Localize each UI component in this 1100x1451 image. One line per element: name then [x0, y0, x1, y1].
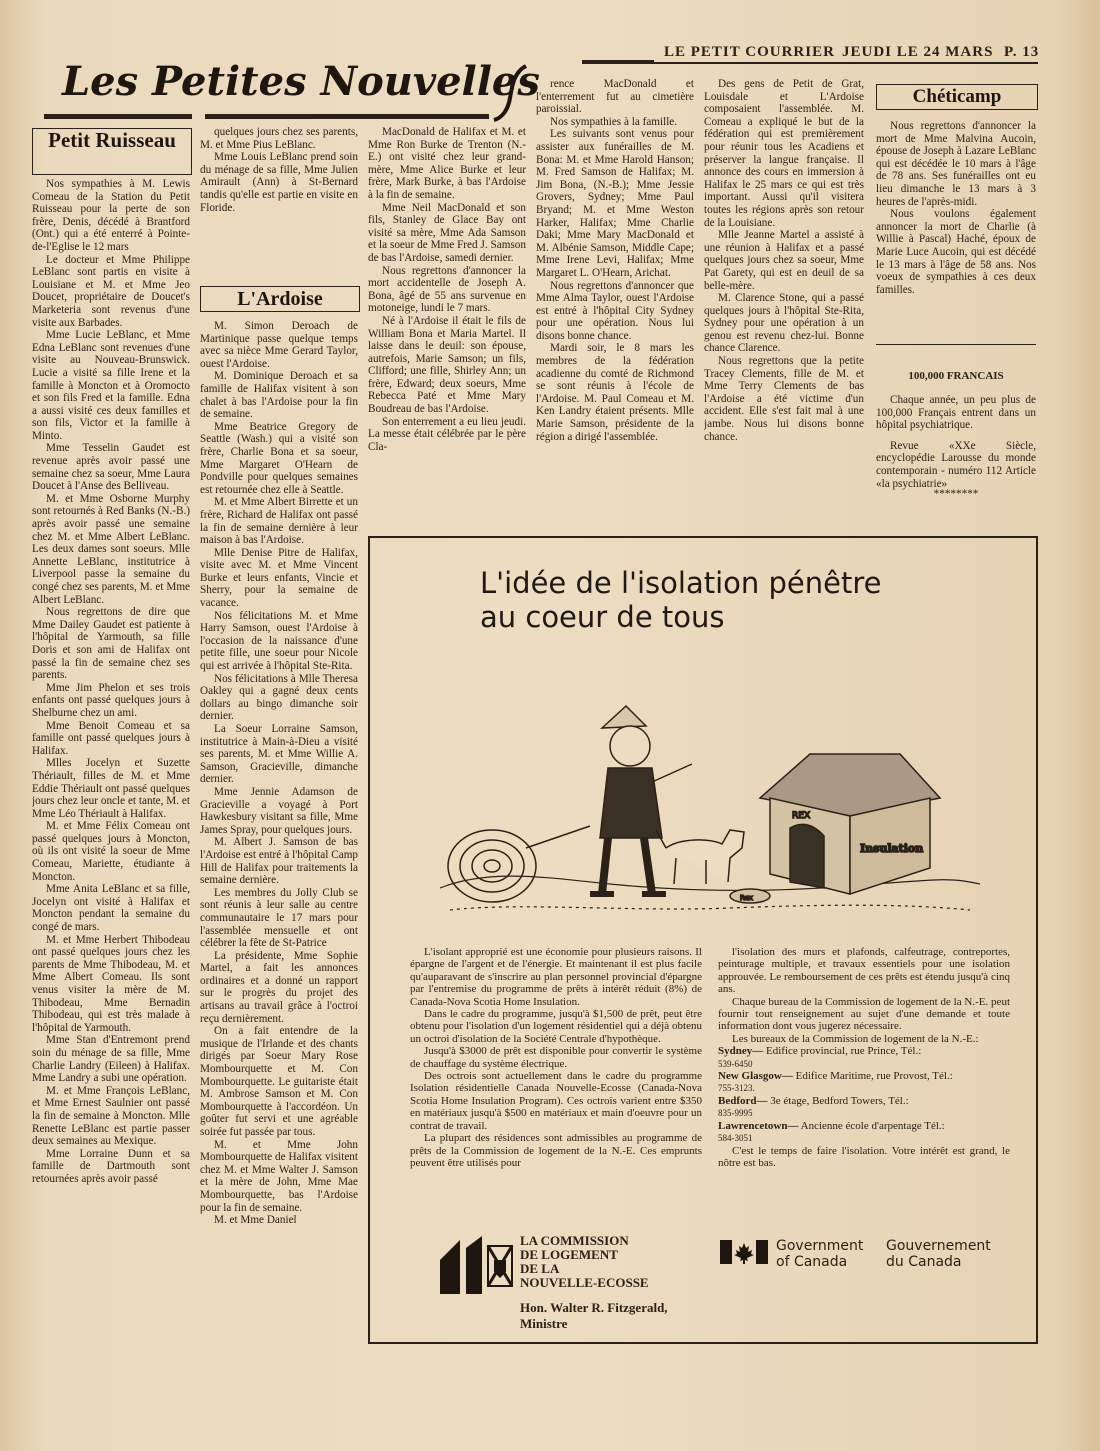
news-item: Son enterrement a eu lieu jeudi. La messe était célébrée par le père Cla-: [368, 415, 526, 453]
column-2: [200, 126, 358, 246]
title-flourish: [490, 62, 532, 124]
commission-line-1: LA COMMISSION: [520, 1233, 629, 1248]
office-name: Sydney—: [718, 1045, 764, 1058]
dog-bowl-label: Rex: [740, 894, 753, 902]
office-entry: [718, 1095, 1010, 1120]
minister-title: Ministre: [520, 1316, 568, 1331]
commission-line-2: DE LOGEMENT: [520, 1247, 618, 1262]
news-item: Mme Jim Phelon et ses trois enfants ont passé quelques jours à Shelburne chez un ami.: [32, 681, 190, 719]
ad-closing: C'est le temps de faire l'isolation. Votre intérêt est grand, le nôtre est bas.: [718, 1144, 1010, 1169]
column-cheticamp: [876, 120, 1036, 340]
ad-text-right: [718, 946, 1010, 1236]
news-item: Mlles Jocelyn et Suzette Thériault, filles de M. et Mme Eddie Thériault ont passé quelques jours chez leur oncle et tante, M. et Mme Léo Thériault à Halifax.: [32, 757, 190, 820]
doghouse-rex-label: REX: [792, 811, 811, 821]
news-item: Mme Louis LeBlanc prend soin du ménage de sa fille, Mme Julien Amirault (Ann) à St-Bernard tandis qu'elle est partie en visite en Floride.: [200, 151, 358, 214]
news-item: Mlle Denise Pitre de Halifax, visite avec M. et Mme Vincent Burke et leurs enfants, Vincie et Sherry, pour la semaine de vacance.: [200, 546, 358, 610]
government-en: [776, 1238, 863, 1270]
filler-stars: ********: [933, 488, 979, 501]
news-item: Mme Anita LeBlanc et sa fille, Jocelyn ont visité à Halifax et Moncton pendant la semaine du congé de mars.: [32, 883, 190, 934]
filler-text: Chaque année, un peu plus de 100,000 Français entrent dans un hôpital psychiatrique.: [876, 394, 1036, 432]
news-item: La Soeur Lorraine Samson, institutrice à Main-à-Dieu a visité ses parents, M. et Mme Willie A. Samson, Gracieville, dimanche dernier.: [200, 723, 358, 786]
news-item: La présidente, Mme Sophie Martel, a fait les annonces ordinaires et a donné un rapport sur le progrès du projet des artisans au travail grâce à l'octroi reçu dernièrement.: [200, 949, 358, 1025]
news-item: rence MacDonald et l'enterrement fut au cimetière paroissial.: [536, 78, 694, 116]
news-item: MacDonald de Halifax et M. et Mme Ron Burke de Trenton (N.-E.) ont visité chez leur grand-mère, Mme Alice Burke et leur frère, Mark Burke, à bas l'Ardoise à la fin de semaine.: [368, 126, 526, 201]
filler-body: [876, 394, 1036, 524]
heading-petit-ruisseau-text: Petit Ruisseau: [48, 128, 176, 152]
news-item: M. et Mme Herbert Thibodeau ont passé quelques jours chez les parents de Mme Thibodeau, M. et Mme Albert Comeau. Ils sont venus visiter la mère de M. Thibodeau, Mme Bernadin Thibodeau, qui est très malade à l'hôpital de Yarmouth.: [32, 933, 190, 1034]
office-name: Lawrencetown—: [718, 1119, 799, 1132]
dog-figure: [656, 830, 744, 884]
canada-flag-icon: [720, 1240, 768, 1264]
office-entry: [718, 1045, 1010, 1070]
column-petit-ruisseau: [32, 178, 190, 1408]
news-item: Mme Lucie LeBlanc, et Mme Edna LeBlanc sont revenues d'une visite au Nouveau-Brunswick. Lucie a visité sa fille Irene et la famille à Moncton et à Oromocto et son fils Fred et la famille. Edna a aussi visité ces deux familles et son fils, Victor et la famille à Minto.: [32, 329, 190, 442]
government-fr: [886, 1238, 991, 1270]
news-item: Né à l'Ardoise il était le fils de William Bona et Maria Martel. Il laisse dans le deuil: son épouse, autrefois, Marie Samson; un fils, Clifford; une fille, Shirley Ann; un frère, Edward; deux soeurs, Mme Rebecca Paté et Mme Mary Boudreau de bas l'Ardoise.: [368, 314, 526, 416]
minister-line: Hon. Walter R. Fitzgerald,: [520, 1300, 668, 1315]
news-item: On a fait entendre de la musique de l'Irlande et des chants dirigés par Soeur Mary Rose Mombourquette et M. Con Mombourquette. Le guitariste était M. Ambrose Samson et M. Con Mombourquette à l'accordéon. Un goûter fut servi et une agréable soirée fut passée par tous.: [200, 1025, 358, 1138]
news-item: M. et Mme John Mombourquette de Halifax visitent chez M. et Mme Walter J. Samson et la mère de John, Mme Mae Mombourquette, bas l'Ardoise pour la fin de semaine.: [200, 1138, 358, 1214]
ad-paragraph: La plupart des résidences sont admissibles au programme de prêts de la Commission de logement de la N.-E. Ces emprunts peuvent être utilisés pour: [410, 1132, 702, 1169]
heading-cheticamp-text: Chéticamp: [912, 86, 1002, 107]
ad-paragraph: Les bureaux de la Commission de logement de la N.-E.:: [732, 1032, 979, 1045]
news-item: Nos félicitations à Mlle Theresa Oakley qui a gagné deux cents dollars au bingo dimanche soir dernier.: [200, 672, 358, 723]
news-item: Mlle Jeanne Martel a assisté à une réunion à Halifax et a passé quelques jours chez sa soeur, Mme Pat Garety, qui est en deuil de sa belle-mère.: [704, 229, 864, 292]
ad-paragraph: Chaque bureau de la Commission de logement de la N.-E. peut fournir tout renseignement au sujet d'une demande et toute information dont vous jugerez nécessaire.: [718, 995, 1010, 1033]
commission-line-3: DE LA: [520, 1261, 560, 1276]
filler-heading: 100,000 FRANCAIS: [908, 370, 1004, 382]
news-item: Nous regrettons d'annoncer la mort de Mme Malvina Aucoin, épouse de Joseph à Lazare LeBlanc qui est décédée le 10 mars à l'âge de 78 ans. Ses funérailles ont eu lieu dimanche le 13 mars à 3 heures de l'après-midi.: [876, 120, 1036, 208]
office-phone: 835-9995: [718, 1108, 753, 1119]
government-en-line-1: Government: [776, 1238, 864, 1254]
column-lardoise-1: [200, 320, 358, 1410]
news-item: Mme Stan d'Entremont prend soin du ménage de sa fille, Mme Charlie Landry (Eileen) à Halifax. Mme Landry a subi une opération.: [32, 1034, 190, 1085]
ad-paragraph: Dans le cadre du programme, jusqu'à $1,500 de prêt, peut être obtenu pour l'isolation d'un logement résidentiel qui a déjà obtenu un octroi d'isolation de la Société Centrale d'hypothèque.: [410, 1008, 702, 1045]
office-detail: Ancienne école d'arpentage Tél.:: [800, 1119, 945, 1132]
office-detail: Edifice provincial, rue Prince, Tél.:: [766, 1045, 922, 1058]
commission-name: [520, 1234, 649, 1290]
title-underline: [44, 114, 192, 119]
doghouse: [730, 754, 940, 903]
news-item: quelques jours chez ses parents, M. et Mme Pius LeBlanc.: [200, 126, 358, 151]
ad-paragraph: L'isolant approprié est une économie pour plusieurs raisons. Il épargne de l'argent et de l'énergie. Et maintenant il est plus facile qu'auparavant de s'inscrire au plan personnel provincial d'épargne par l'entremise du programme de prêts à intérêt réduit (8%) de Canada-Nova Scotia Home Insulation.: [410, 946, 702, 1008]
issue-date: JEUDI LE 24 MARS: [842, 44, 994, 60]
news-item: Nous voulons également annoncer la mort de Charlie (à Willie à Pascal) Haché, époux de Marie Luce Aucoin, qui est décédé le 13 mars à l'âge de 58 ans. Nos voeux de sympathies à ces deux familles.: [876, 208, 1036, 296]
child-figure: [590, 706, 692, 894]
news-item: M. et Mme François LeBlanc, et Mme Ernest Saulnier ont passé la fin de semaine à Moncton. Mlle Renette LeBlanc est partie passer deux semaines au Mexique.: [32, 1084, 190, 1148]
ad-headline: [480, 566, 881, 634]
section-title: Les Petites Nouvelles: [62, 58, 540, 105]
government-fr-line-2: du Canada: [886, 1254, 962, 1270]
news-item: M. et Mme Daniel: [214, 1214, 297, 1227]
news-item: Les membres du Jolly Club se sont réunis à leur salle au centre communautaire le 17 mars pour l'assemblée mensuelle et ont célébrer la fête de St-Patrice: [200, 886, 358, 950]
news-item: M. Albert J. Samson de bas l'Ardoise est entré à l'hôpital Camp Hill de Halifax pour traitements la semaine dernière.: [200, 836, 358, 887]
office-entry: [718, 1070, 1010, 1095]
news-item: Mardi soir, le 8 mars les membres de la fédération acadienne du comté de Richmond se sont réunis à l'école de l'Ardoise. M. Paul Comeau et M. Ken Landry étaient présents. Mlle Marie Samson, présidente de la région a dirigé l'assemblée.: [536, 342, 694, 443]
ad-headline-line-2: au coeur de tous: [480, 600, 725, 634]
doghouse-insulation-label: Insulation: [860, 842, 924, 855]
news-item: M. Simon Deroach de Martinique passe quelque temps avec sa nièce Mme Gerard Taylor, ouest l'Ardoise.: [200, 320, 358, 370]
news-item: Mme Tesselin Gaudet est revenue après avoir passé une semaine chez sa soeur, Mme Laura Doucet à l'Anse des Belliveau.: [32, 442, 190, 493]
heading-lardoise-text: L'Ardoise: [237, 288, 323, 310]
heading-lardoise: [200, 286, 360, 312]
news-item: M. et Mme Félix Comeau ont passé quelques jours à Moncton, où ils ont visité la soeur de Mme Comeau, Mariette, étudiante à Moncton.: [32, 820, 190, 883]
news-item: M. Clarence Stone, qui a passé quelques jours à l'hôpital Ste-Rita, Sydney pour une opération à un genou est revenu chez-lui. Bonne chance Clarence.: [704, 292, 864, 355]
ad-paragraph: Des octrois sont actuellement dans le cadre du programme Isolation résidentielle Canada Nouvelle-Ecosse (Canada-Nova Scotia Home Insulation Program). Ces octrois varient entre $350 en matériaux jusqu'à $500 en matériaux et main d'oeuvre pour un contrat de travail.: [410, 1070, 702, 1132]
commission-line-4: NOUVELLE-ECOSSE: [520, 1275, 649, 1290]
heading-petit-ruisseau: [32, 128, 192, 175]
news-item: Nous regrettons d'annoncer que Mme Alma Taylor, ouest l'Ardoise est entré à l'hôpital City Sydney pour une opération. Nous lui disons bonne chance.: [536, 279, 694, 342]
office-phone: 755-3123.: [718, 1083, 755, 1094]
office-phone: 584-3051: [718, 1133, 753, 1144]
news-item: Mme Jennie Adamson de Gracieville a voyagé à Port Hawkesbury visitant sa fille, Mme James Spray, pour quelques jours.: [200, 785, 358, 836]
office-detail: Edifice Maritime, rue Provost, Tél.:: [795, 1070, 953, 1083]
title-underline-2: [205, 114, 489, 119]
minister-name: [520, 1300, 668, 1332]
office-phone: 539-6450: [718, 1058, 753, 1069]
news-item: Le docteur et Mme Philippe LeBlanc sont partis en visite à Louisiane et M. et Mme Jeo Doucet, propriétaire de Doucet's Marketeria sont revenus d'une visite aux Barbades.: [32, 253, 190, 329]
page-number: P. 13: [1004, 44, 1040, 60]
news-item: Des gens de Petit de Grat, Louisdale et L'Ardoise composaient l'assemblée. M. Comeau a expliqué le but de la fédération qui est premièrement pour réunir tous les Acadiens et préserver la langue française. Il annonce des cours en immersion à Halifax le 25 mars ce qui est très important. Aussi qu'il visitera toutes les régions après son retour de la Louisiane.: [704, 78, 864, 229]
news-item: Nous regrettons de dire que Mme Dailey Gaudet est patiente à l'hôpital de Yarmouth, sa fille Doris et son ami de Halifax ont passé la fin de semaine chez ses parents.: [32, 606, 190, 682]
column-4: [536, 78, 694, 518]
news-item: Les suivants sont venus pour assister aux funérailles de M. Bona: M. et Mme Harold Hanson; M. Fred Samson de Halifax; M. Jim Bona, (N.-B.); Mme Jessie Grovers, Sydney; Mme Paul Bryand; M. et Mme Weston Harker, Halifax; Mme Charlie Daki; Mme Mary MacDonald et M. Albénie Samson, Middle Cape; Mme Irene Levi, Halifax; Mme Margaret L. O'Hearn, Arichat.: [536, 128, 694, 279]
header-rule: [582, 62, 1038, 64]
cheticamp-divider: [876, 344, 1036, 345]
news-item: Nos félicitations M. et Mme Harry Samson, ouest l'Ardoise à l'occasion de la naissance d'une petite fille, une soeur pour Nicole qui est arrivée à l'hôpital Ste-Rita.: [200, 609, 358, 673]
column-5: [704, 78, 864, 518]
news-item: M. et Mme Albert Birrette et un frère, Richard de Halifax ont passé la fin de semaine dernière à leur maison à bas l'Ardoise.: [200, 496, 358, 547]
news-item: M. et Mme Osborne Murphy sont retournés à Red Banks (N.-B.) après avoir passé une semaine chez M. et Mme Albert LeBlanc. Les deux dames sont soeurs. Mlle Annette LeBlanc, institutrice à Liverpool passe la semaine du congé chez ses parents, M. et Mme Albert LeBlanc.: [32, 492, 190, 606]
insulation-roll: [448, 826, 590, 902]
news-item: Nos sympathies à la famille.: [550, 115, 678, 128]
column-3: [368, 126, 526, 526]
government-en-line-2: of Canada: [776, 1254, 848, 1270]
ad-paragraph: l'isolation des murs et plafonds, calfeutrage, contreportes, peinturage multiple, et travaux essentiels pour une isolation approuvée. Le remboursement de ces prêts est étendu jusqu'à cinq ans.: [718, 946, 1010, 996]
news-item: Nous regrettons d'annoncer la mort accidentelle de Joseph A. Bona, âgé de 55 ans survenue en motoneige, lundi le 7 mars.: [368, 264, 526, 315]
news-item: Mme Neil MacDonald et son fils, Stanley de Glace Bay ont visité sa mère, Mme Ada Samson et la soeur de Mme Fred J. Samson de bas l'Ardoise, samedi dernier.: [368, 201, 526, 264]
news-item: Mme Benoit Comeau et sa famille ont passé quelques jours à Halifax.: [32, 719, 190, 757]
paper-name: LE PETIT COURRIER: [664, 44, 835, 60]
office-detail: 3e étage, Bedford Towers, Tél.:: [770, 1094, 909, 1107]
office-entry: [718, 1120, 1010, 1145]
ad-headline-line-1: L'idée de l'isolation pénêtre: [480, 566, 882, 600]
government-fr-line-1: Gouvernement: [886, 1238, 991, 1254]
news-item: Nos sympathies à M. Lewis Comeau de la Station du Petit Ruisseau pour la perte de son frère, Denis, décédé à Brantford (Ont.) qui a été enterré à Pointe-de-l'Eglise le 12 mars: [32, 178, 190, 253]
news-item: Mme Beatrice Gregory de Seattle (Wash.) qui a visité son frère, Charlie Bona et sa soeur, Mme Margaret O'Hearn de Pondville pour quelques semaines est retournée chez elle à Seattle.: [200, 420, 358, 496]
office-name: Bedford—: [718, 1094, 768, 1107]
ad-paragraph: Jusqu'à $3000 de prêt est disponible pour convertir le système de chauffage du système électrique.: [410, 1045, 702, 1070]
heading-cheticamp: [876, 84, 1038, 110]
ad-illustration: [430, 698, 990, 938]
office-name: New Glasgow—: [718, 1070, 793, 1083]
news-item: Mme Lorraine Dunn et sa famille de Dartmouth sont retournées après avoir passé: [32, 1147, 190, 1185]
filler-source: Revue «XXe Siècle, encyclopédie Larousse du monde contemporain - numéro 112 Article «la psychiatrie»: [876, 439, 1036, 490]
ns-housing-logo: [436, 1234, 516, 1298]
insulation-advertisement: [368, 536, 1038, 1344]
news-item: Nous regrettons que la petite Tracey Clements, fille de M. et Mme Terry Clements de bas l'Ardoise a été victime d'un accident. Elle s'est fait mal à une jambe. Nous lui disons bonne chance.: [704, 355, 864, 443]
news-item: M. Dominique Deroach et sa famille de Halifax visitent à son chalet à bas l'Ardoise pour la fin de semaine.: [200, 370, 358, 421]
